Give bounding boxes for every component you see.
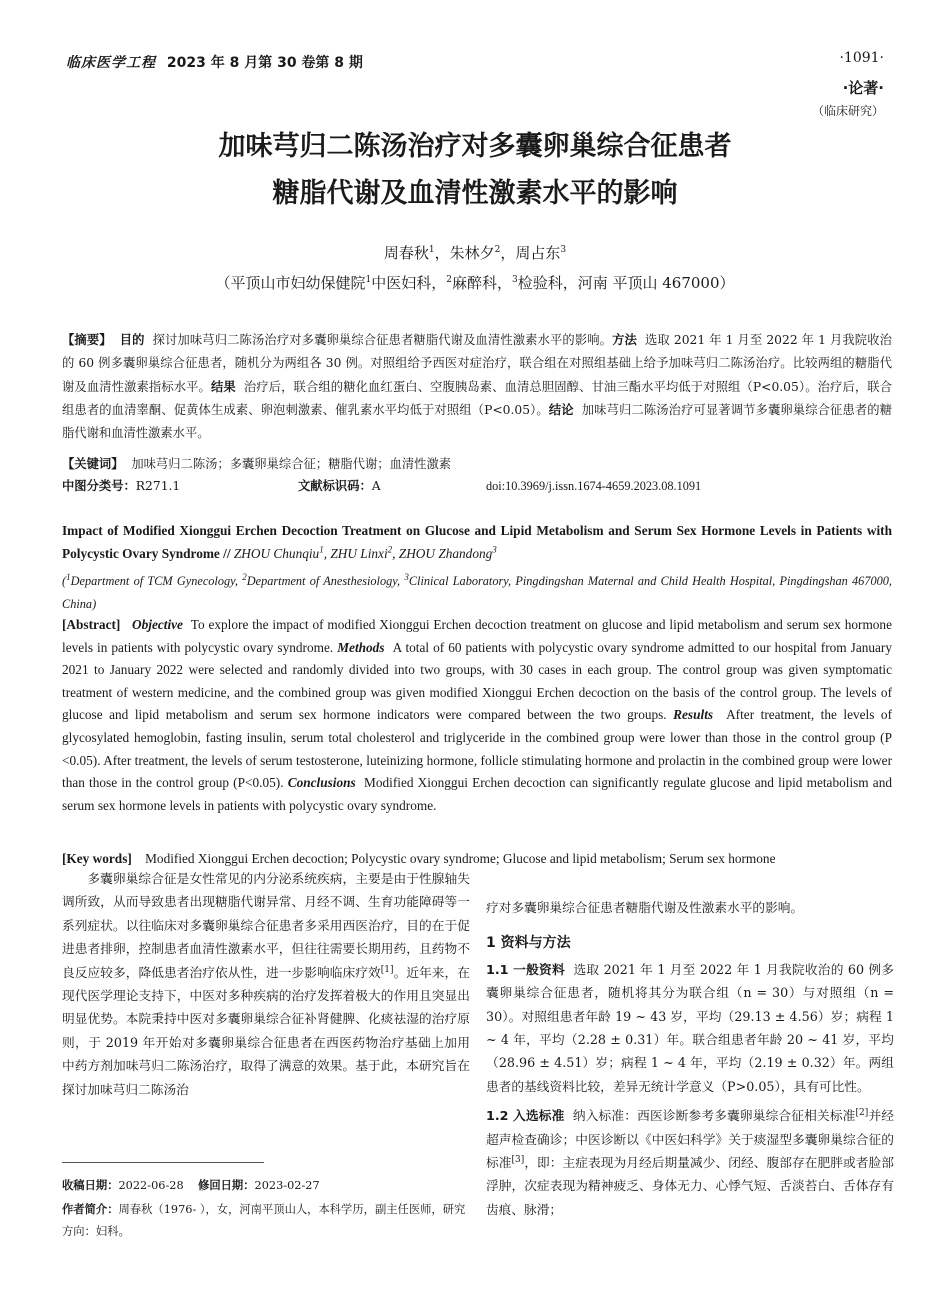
body-right-column bbox=[486, 896, 894, 1221]
article-subcategory: （临床研究） bbox=[811, 104, 884, 118]
subsection-1-1 bbox=[486, 958, 894, 1098]
english-keywords-label: [Key words] bbox=[62, 851, 132, 866]
affiliation-sup: 3 bbox=[511, 275, 518, 285]
english-keywords-text: Modified Xionggui Erchen decoction; Polycystic ovary syndrome; Glucose and lipid metabolism; Serum sex hormone bbox=[145, 851, 776, 866]
english-author: ZHOU Zhandong bbox=[398, 546, 493, 561]
english-affiliation-sup: 2 bbox=[242, 571, 247, 582]
english-affiliation-sup: 1 bbox=[66, 571, 71, 582]
author-sup: 2 bbox=[494, 245, 501, 255]
english-results-label: Results bbox=[673, 707, 714, 723]
section-heading: 1 资料与方法 bbox=[486, 935, 571, 952]
abstract-label: 【摘要】 bbox=[62, 333, 112, 347]
citation[interactable]: [3] bbox=[511, 1154, 525, 1165]
english-affiliation-sup: 3 bbox=[404, 571, 409, 582]
english-author: ZHOU Chunqiu bbox=[233, 546, 320, 561]
english-objective-label: Objective bbox=[132, 617, 183, 632]
received-label: 收稿日期： bbox=[62, 1179, 119, 1192]
english-conclusions-label: Conclusions bbox=[287, 775, 356, 791]
doi: doi:10.3969/j.issn.1674-4659.2023.08.1091 bbox=[486, 479, 702, 493]
english-author: ZHU Linxi bbox=[330, 546, 388, 561]
affiliation bbox=[0, 272, 950, 293]
body-left-column bbox=[62, 867, 470, 1101]
subsection-label: 1.1 一般资料 bbox=[486, 961, 565, 977]
english-affiliation: ($^1$Department of TCM Gynecology, $^2$Department of Anesthesiology, $^3$Clinical Laboratory, Pingdingshan Maternal and Child Health Hospital, Pingdingshan 467000, China) bbox=[62, 571, 892, 611]
subsection-1-2 bbox=[486, 1104, 894, 1221]
keywords-english bbox=[62, 849, 892, 869]
footnote-author-bio bbox=[62, 1199, 470, 1242]
keywords-label: 【关键词】 bbox=[62, 457, 124, 471]
intro-text: 多囊卵巢综合征是女性常见的内分泌系统疾病，主要是由于性腺轴失调所致，从而导致患者出现糖脂代谢异常、月经不调、生育功能障碍等一系列症状。以往临床对多囊卵巢综合征患者多采用西医治疗，目的在于促进患者排卵，控制患者血清性激素水平，但往往需要长期用药，且药物不良反应较多，降低患者治疗依从性，进一步影响临床疗效 bbox=[62, 871, 470, 980]
english-title: Impact of Modified Xionggui Erchen Decoction Treatment on Glucose and Lipid Metabolism and Serum Sex Hormone Levels in Patients with Polycystic Ovary Syndrome // ZHOU Chunqiu$^1$, ZHU Linxi$^2$, ZHOU Zhandong$^3$ bbox=[62, 523, 892, 561]
author-name: 周占东 bbox=[515, 244, 561, 262]
english-results-text: After treatment, the levels of glycosylated hemoglobin, fasting insulin, serum total cholesterol and triglyceride in the combined group were lower than those in the control group (P <0.05). After treatment, the levels of serum testosterone, luteinizing hormone, follicle stimulating hormone and prolactin in the combined group were lower than those in the control group (P<0.05). bbox=[62, 707, 893, 791]
results-label: 结果 bbox=[210, 379, 236, 394]
clc-value: R271.1 bbox=[135, 479, 181, 493]
document-code bbox=[298, 476, 381, 496]
english-methods-label: Methods bbox=[337, 639, 385, 655]
affiliation-sup: 1 bbox=[365, 275, 372, 285]
conclusion-text: 加味芎归二陈汤治疗可显著调节多囊卵巢综合征患者的糖脂代谢和血清性激素水平。 bbox=[62, 402, 892, 441]
english-affiliation-item: Department of TCM Gynecology, bbox=[70, 574, 238, 588]
intro-text-cont: 。近年来，在现代医学理论支持下，中医对多种疾病的治疗发挥着极大的作用且突显出明显优势。本院秉持中医对多囊卵巢综合征补肾健脾、化痰祛湿的治疗原则，于 2019 年开始对多囊卵巢综合征患者在西医药物治疗基础上加用中药方剂加味芎归二陈汤治疗，取得了满意的效果。基于此，本研究旨在探讨加味芎归二陈汤治 bbox=[62, 964, 470, 1097]
affiliation-prefix: （平顶山市妇幼保健院 bbox=[215, 274, 366, 292]
subsection-text: 选取 2021 年 1 月至 2022 年 1 月我院收治的 60 例多囊卵巢综合征患者，随机将其分为联合组（n = 30）与对照组（n = 30）。对照组患者年龄 19 ~ 43 岁，平均（29.13 ± 4.56）岁；病程 1 ~ 4 年，平均（2.28 ± 0.31）年。联合组患者年龄 20 ~ 41 岁，平均（28.96 ± 4.51）岁；病程 1 ~ 4 年，平均（2.19 ± 0.32）年。两组患者的基线资料比较，差异无统计学意义（P>0.05），具有可比性。 bbox=[486, 961, 894, 1094]
affiliation-item: 中医妇科， bbox=[371, 274, 447, 292]
journal-issue: 2023 年 8 月第 30 卷第 8 期 bbox=[166, 55, 363, 71]
english-abstract-label: [Abstract] bbox=[62, 617, 121, 632]
objective-label: 目的 bbox=[119, 333, 145, 347]
doc-code-value: A bbox=[371, 479, 381, 493]
methods-label: 方法 bbox=[612, 333, 637, 347]
abstract-english bbox=[62, 614, 892, 817]
subsection-label: 1.2 入选标准 bbox=[486, 1108, 565, 1124]
subsection-text: ，即：主症表现为月经后期量减少、闭经、腹部存在肥胖或者脸部浮肿，次症表现为精神疲乏、身体无力、心悸气短、舌淡苔白、舌体存有齿痕、脉滑； bbox=[486, 1155, 894, 1217]
page-number: ·1091· bbox=[839, 50, 884, 66]
journal-header bbox=[66, 52, 363, 72]
subsection-text: 纳入标准：西医诊断参考多囊卵巢综合征相关标准 bbox=[572, 1108, 856, 1124]
conclusion-label: 结论 bbox=[548, 402, 574, 417]
keywords-text: 加味芎归二陈汤；多囊卵巢综合征；糖脂代谢；血清性激素 bbox=[131, 457, 452, 471]
doc-code-label: 文献标识码： bbox=[298, 479, 372, 493]
results-text: 治疗后，联合组的糖化血红蛋白、空腹胰岛素、血清总胆固醇、甘油三酯水平均低于对照组（P<0.05）。治疗后，联合组患者的血清睾酮、促黄体生成素、卵泡刺激素、催乳素水平均低于对照组（P<0.05）。 bbox=[62, 379, 892, 417]
english-title-text: Impact of Modified Xionggui Erchen Decoction Treatment on Glucose and Lipid Metabolism and Serum Sex Hormone Levels in Patients with Polycystic Ovary Syndrome // bbox=[62, 523, 892, 561]
footnote-dates bbox=[62, 1175, 470, 1197]
author-bio-text: 周春秋（1976- ），女，河南平顶山人，本科学历，副主任医师，研究方向：妇科。 bbox=[62, 1203, 466, 1238]
methods-text: 选取 2021 年 1 月至 2022 年 1 月我院收治的 60 例多囊卵巢综合征患者，随机分为两组各 30 例。对照组给予西医对症治疗，联合组在对照组基础上给予加味芎归二陈汤治疗。比较两组的糖脂代谢及血清性激素指标水平。 bbox=[62, 333, 892, 394]
keywords-chinese bbox=[62, 454, 892, 474]
paper-title-line1: 加味芎归二陈汤治疗对多囊卵巢综合征患者 bbox=[218, 131, 732, 162]
author-sup: 3 bbox=[560, 245, 567, 255]
received-date: 2022-06-28 bbox=[118, 1179, 184, 1192]
footnote-divider bbox=[62, 1162, 264, 1163]
english-objective-text: To explore the impact of modified Xionggui Erchen decoction treatment on glucose and lipid metabolism and serum sex hormone levels in patients with polycystic ovary syndrome. bbox=[62, 617, 892, 655]
english-author-sup: 3 bbox=[492, 544, 497, 555]
intro-paragraph bbox=[62, 867, 470, 1101]
author-list: 周春秋$^1$，朱林夕$^2$，周占东$^3$ bbox=[383, 244, 567, 262]
affiliation-sup: 2 bbox=[446, 275, 452, 285]
objective-text: 探讨加味芎归二陈汤治疗对多囊卵巢综合征患者糖脂代谢及血清性激素水平的影响。 bbox=[152, 333, 613, 347]
author-name: 朱林夕 bbox=[449, 244, 495, 262]
revised-date: 2023-02-27 bbox=[254, 1179, 320, 1192]
english-author-sup: 1 bbox=[319, 544, 324, 555]
english-conclusions-text: Modified Xionggui Erchen decoction can significantly regulate glucose and lipid metabolism and serum sex hormone levels in patients with polycystic ovary syndrome. bbox=[62, 775, 893, 813]
english-affiliation-item: Department of Anesthesiology, bbox=[246, 574, 401, 588]
author-name: 周春秋 bbox=[383, 244, 429, 262]
english-methods-text: A total of 60 patients with polycystic ovary syndrome admitted to our hospital from January 2021 to January 2022 were selected and randomly divided into two groups, with 30 cases in each group. The control group was given symptomatic treatment of western medicine, and the combined group was given modified Xionggui Erchen decoction on the basis of the control group. The levels of glucose and lipid metabolism and serum sex hormone indicators were compared between the two groups. bbox=[62, 639, 893, 723]
revised-label: 修回日期： bbox=[198, 1179, 255, 1192]
affiliation-item: 麻醉科， bbox=[451, 274, 512, 292]
article-category: ·论著· bbox=[842, 79, 884, 97]
abstract-chinese bbox=[62, 329, 892, 445]
intro-continuation: 疗对多囊卵巢综合征患者糖脂代谢及性激素水平的影响。 bbox=[486, 900, 804, 915]
author-bio-label: 作者简介： bbox=[62, 1203, 119, 1216]
citation[interactable]: [1] bbox=[380, 964, 394, 975]
author-sup: 1 bbox=[428, 245, 435, 255]
clc-label: 中图分类号： bbox=[62, 479, 136, 493]
clc-number bbox=[62, 476, 180, 496]
paper-title-line2: 糖脂代谢及血清性激素水平的影响 bbox=[272, 178, 678, 209]
citation[interactable]: [2] bbox=[855, 1108, 869, 1119]
english-affiliation-item: Clinical Laboratory, Pingdingshan Maternal and Child Health Hospital, Pingdingshan 467000, China) bbox=[62, 574, 892, 611]
journal-name: 临床医学工程 bbox=[66, 55, 156, 71]
subsection-text: 并经超声检查确诊；中医诊断以《中医妇科学》关于痰湿型多囊卵巢综合征的标准 bbox=[486, 1108, 894, 1171]
english-author-sup: 2 bbox=[387, 544, 393, 555]
affiliation-item: 检验科，河南 平顶山 467000） bbox=[517, 274, 735, 292]
